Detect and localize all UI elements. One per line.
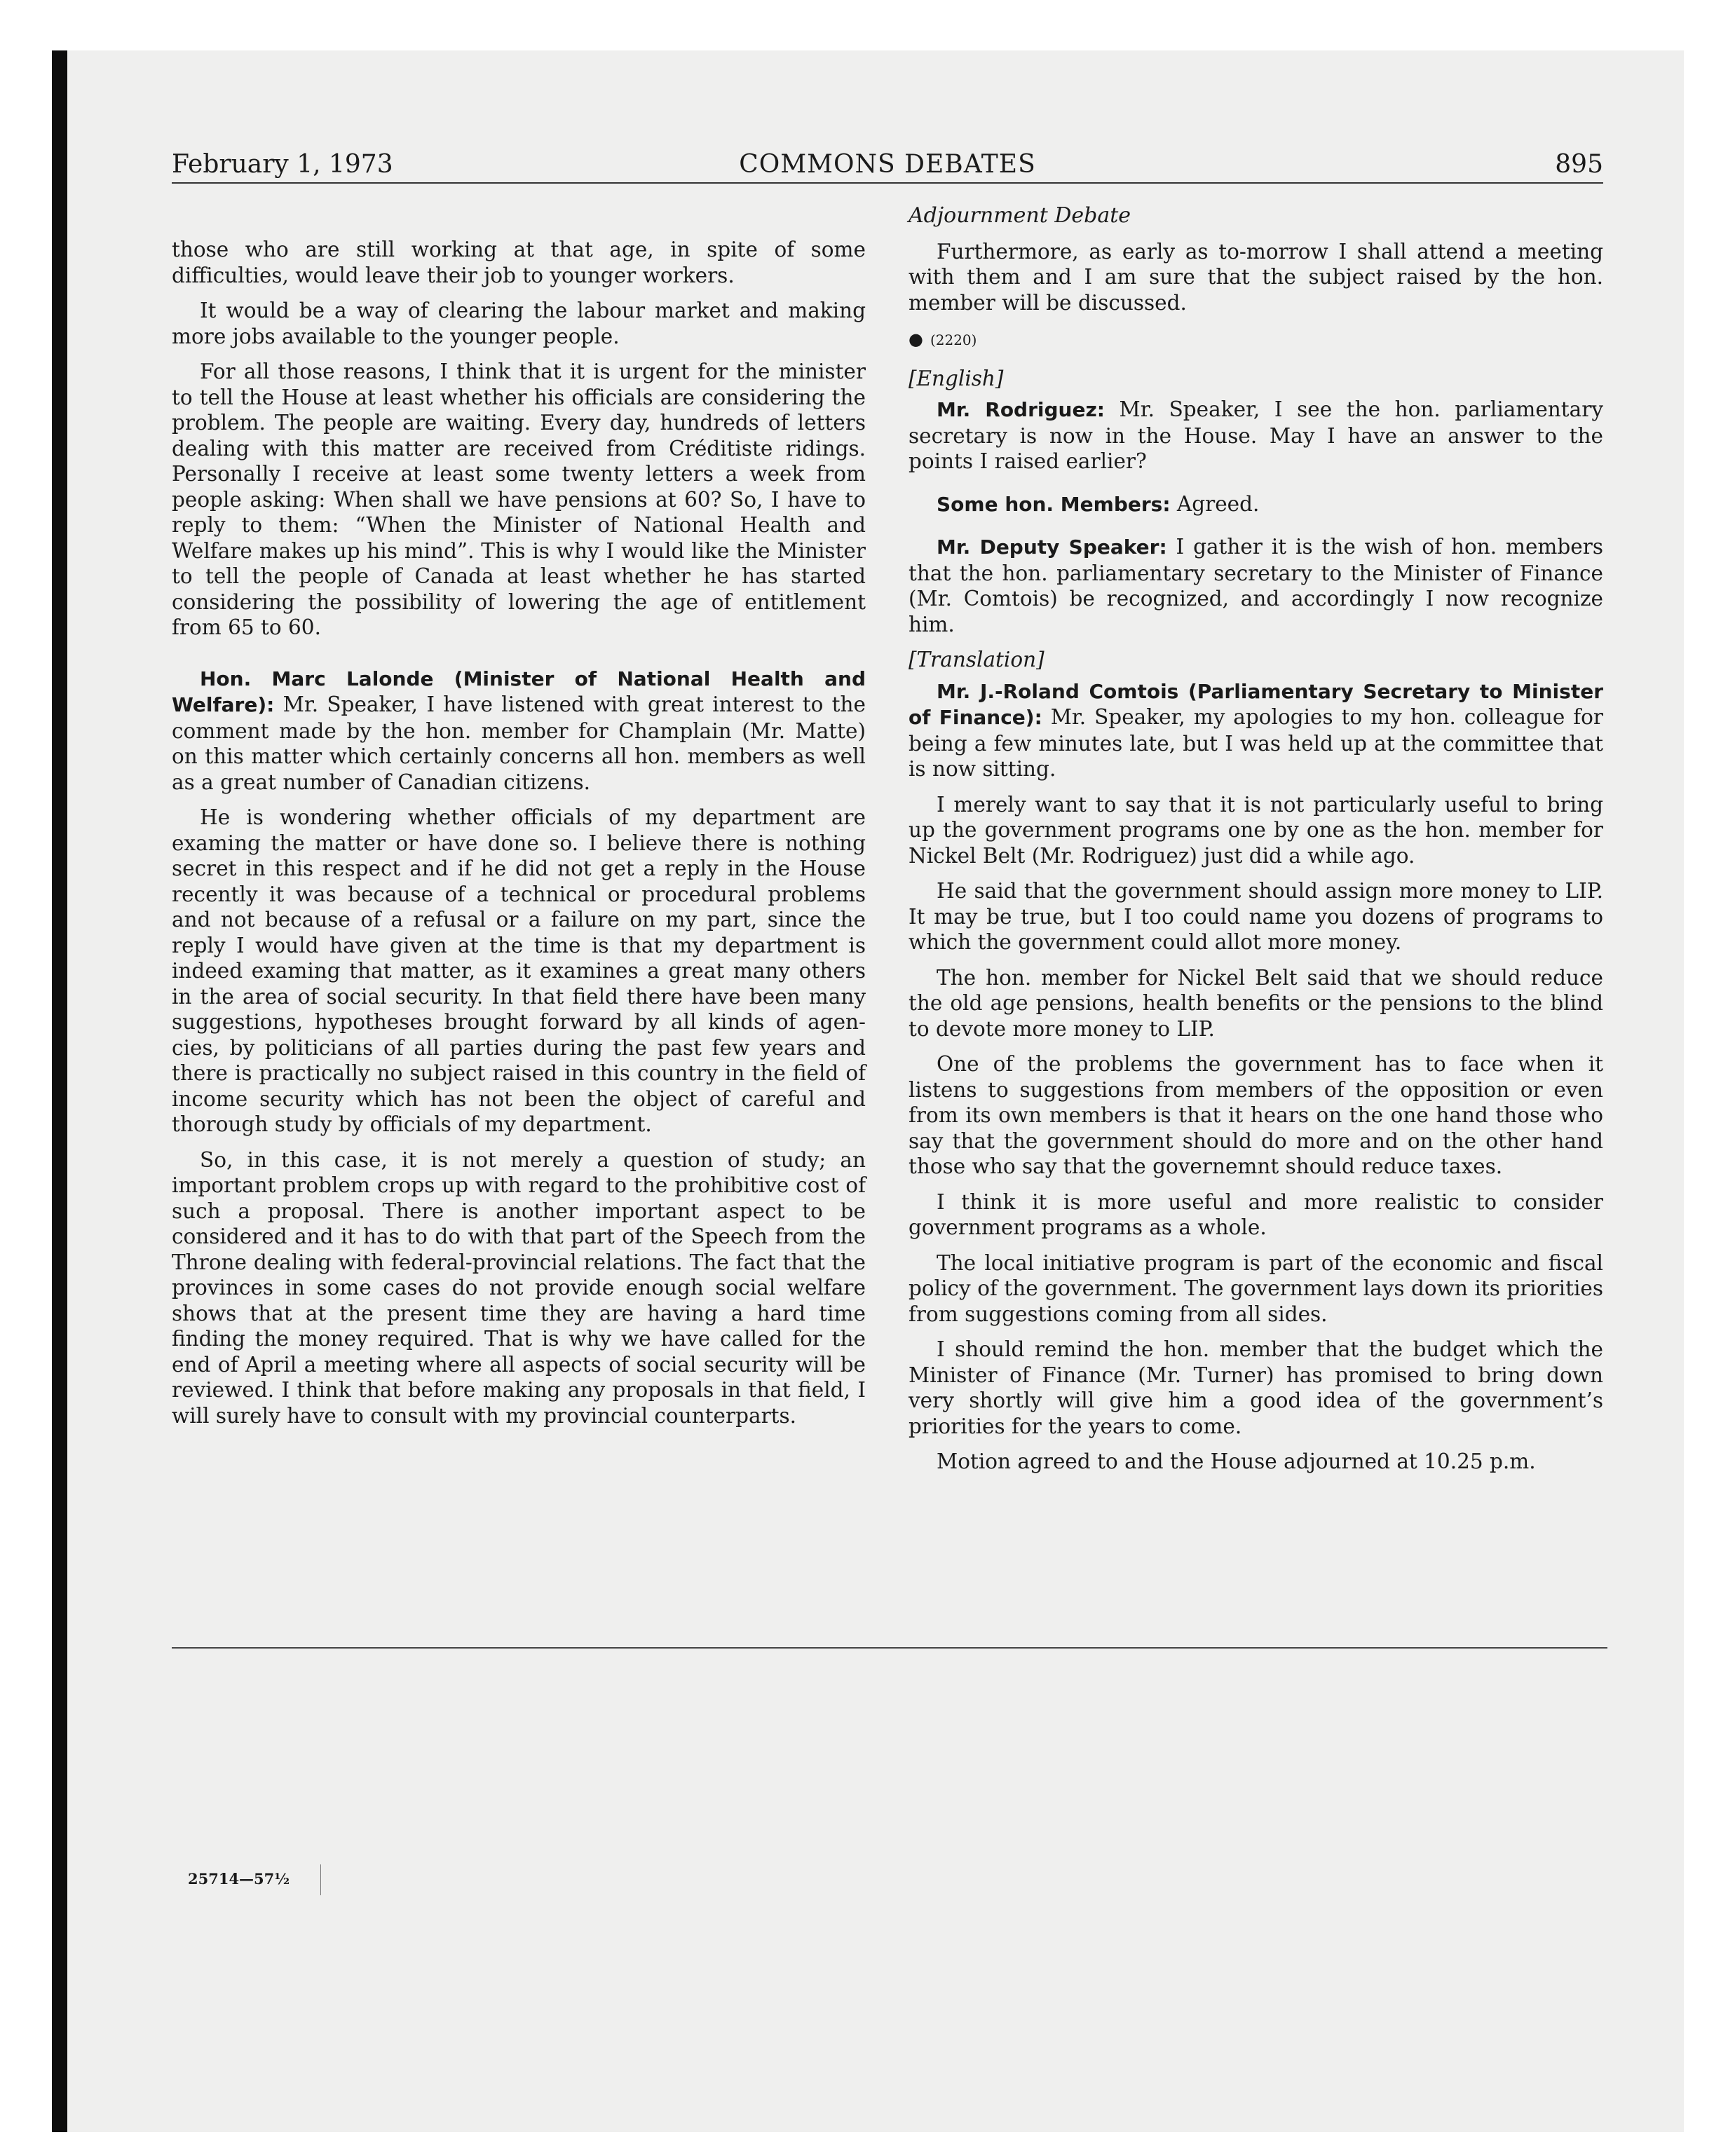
paragraph: He is wondering whether officials of my department are examing the matter or have done so. I believe there is nothing secret in this respect and if he did not get a reply in the House recently it was because of a technical or procedural problems and not because of a refusal or a failure on my part, since the reply I would have given at the time is that my department is indeed examing that matter, as it examines a great many others in the area of social security. In that field there have been many suggestions, hypotheses brought forward by all kinds of agencies, by politicians of all parties during the past few years and there is practically no subject raised in this country in the field of income security which has not been the object of careful and thorough study by officials of my department.	[172, 805, 866, 1136]
paragraph: He said that the government should assign more money to LIP. It may be true, but I too could name you dozens of programs to which the government could allot more money.	[909, 879, 1603, 954]
speech-paragraph	[909, 397, 1603, 475]
page-header	[172, 147, 1603, 184]
time-mark-text: (2220)	[930, 332, 977, 348]
paragraph: The local initiative program is part of the economic and fiscal policy of the government. The government lays down its priorities from suggestions coming from all sides.	[909, 1250, 1603, 1326]
paragraph: So, in this case, it is not merely a question of study; an important problem crops up with regard to the prohibitive cost of such a proposal. There is another important aspect to be considered and it has to do with that part of the Speech from the Throne dealing with federal-provincial relations. The fact that the provinces in some cases do not provide enough social welfare shows that at the present time they are having a hard time finding the money required. That is why we have called for the end of April a meeting where all aspects of social security will be reviewed. I think that before making any proposals in that field, I will surely have to consult with my provincial counterparts.	[172, 1147, 866, 1428]
margin-mark	[320, 1864, 321, 1895]
paragraph: I merely want to say that it is not particularly useful to bring up the government programs one by one as the hon. member for Nickel Belt (Mr. Rodriguez) just did a while ago.	[909, 792, 1603, 868]
speech-paragraph	[909, 678, 1603, 782]
language-marker: [Translation]	[909, 648, 1045, 671]
speaker-name: Hon. Marc Lalonde (Minister of National Health and Welfare):	[172, 667, 866, 716]
paragraph: The hon. member for Nickel Belt said that we should reduce the old age pensions, health benefits or the pensions to the blind to devote more money to LIP.	[909, 965, 1603, 1041]
speech-text: Agreed.	[1170, 491, 1260, 516]
language-marker: [English]	[909, 366, 1004, 390]
bullet-icon: ●	[909, 329, 923, 349]
speech-text: I gather it is the wish of hon. members that the hon. parliamentary secretary to the Minister of Finance (Mr. Comtois) be recognized, and accordingly I now recognize him.	[909, 535, 1603, 636]
speaker-name: Mr. Rodriguez:	[937, 398, 1105, 421]
speaker-name: Mr. Deputy Speaker:	[937, 535, 1167, 559]
paragraph: For all those reasons, I think that it is urgent for the minister to tell the House at least whether his officials are considering the problem. The people are waiting. Every day, hundreds of letters dealing with this matter are received from Créditiste ridings. Personally I receive at least some twenty letters a week from people asking: When shall we have pensions at 60? So, I have to reply to them: “When the Minister of National Health and Welfare makes up his mind”. This is why I would like the Minister to tell the people of Canada at least whether he has started considering the possibility of lowering the age of entitlement from 65 to 60.	[172, 360, 866, 639]
header-page-number: 895	[1555, 150, 1603, 179]
time-mark	[909, 327, 1603, 353]
right-column	[909, 203, 1603, 1485]
header-date: February 1, 1973	[172, 150, 393, 179]
paragraph: those who are still working at that age, in spite of some difficulties, would leave their job to younger workers.	[172, 238, 866, 287]
scan-edge-bar	[52, 50, 67, 2132]
paragraph: Furthermore, as early as to-morrow I shall attend a meeting with them and I am sure that the subject raised by the hon. member will be discussed.	[909, 239, 1603, 315]
running-head: Adjournment Debate	[909, 203, 1131, 228]
header-title: COMMONS DEBATES	[739, 150, 1036, 179]
speech-paragraph	[909, 534, 1603, 637]
speaker-name: Some hon. Members:	[937, 492, 1171, 516]
print-code: 25714—57½	[188, 1870, 290, 1888]
paragraph: One of the problems the government has to face when it listens to suggestions from members of the opposition or even from its own members is that it hears on the one hand those who say that the government should do more and on the other hand those who say that the governemnt should reduce taxes.	[909, 1052, 1603, 1178]
speaker-name: Mr. J.-Roland Comtois (Parliamentary Secretary to Minister of Finance):	[909, 679, 1603, 729]
speech-text: Mr. Speaker, I see the hon. parliamentary secretary is now in the House. May I have an answer to the points I raised earlier?	[909, 397, 1604, 473]
bottom-divider	[172, 1647, 1607, 1649]
speech-paragraph	[172, 666, 866, 796]
paragraph: Motion agreed to and the House adjourned at 10.25 p.m.	[937, 1449, 1536, 1473]
paragraph: It would be a way of clearing the labour market and making more jobs available to the younger people.	[172, 299, 866, 348]
left-column	[172, 237, 866, 1438]
paragraph: I should remind the hon. member that the budget which the Minister of Finance (Mr. Turner) has promised to bring down very shortly will give him a good idea of the government’s priorities for the years to come.	[909, 1337, 1603, 1438]
paragraph: I think it is more useful and more realistic to consider government programs as a whole.	[909, 1189, 1603, 1239]
speech-text: Mr. Speaker, my apologies to my hon. colleague for being a few minutes late, but I was held up at the committee that is now sitting.	[909, 705, 1604, 781]
speech-text: Mr. Speaker, I have listened with great interest to the comment made by the hon. member for Champlain (Mr. Matte) on this matter which certainly concerns all hon. members as well as a great number of Canadian citizens.	[172, 692, 866, 794]
speech-paragraph	[909, 491, 1603, 518]
